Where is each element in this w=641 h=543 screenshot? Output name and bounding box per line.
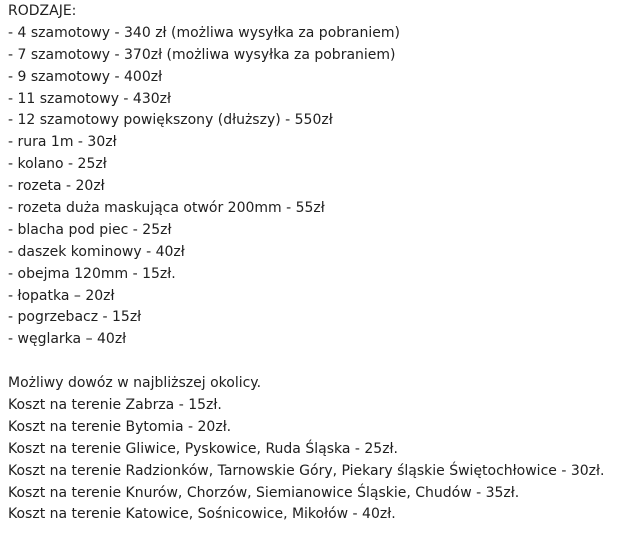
delivery-cost-line: Koszt na terenie Radzionków, Tarnowskie Góry, Piekary śląskie Świętochłowice - 30zł. bbox=[8, 462, 605, 479]
delivery-cost-list bbox=[8, 395, 638, 526]
paragraph-spacer bbox=[8, 351, 638, 373]
list-item: - pogrzebacz - 15zł bbox=[8, 309, 142, 326]
list-item: - węglarka – 40zł bbox=[8, 331, 127, 348]
list-item: - kolano - 25zł bbox=[8, 156, 107, 173]
list-item: - 4 szamotowy - 340 zł (możliwa wysyłka za pobraniem) bbox=[8, 24, 400, 41]
section-heading: RODZAJE: bbox=[8, 3, 77, 19]
list-item: - rozeta - 20zł bbox=[8, 178, 105, 195]
list-item: - 9 szamotowy - 400zł bbox=[8, 68, 163, 85]
list-item: - łopatka – 20zł bbox=[8, 287, 115, 304]
delivery-cost-line: Koszt na terenie Katowice, Sośnicowice, Mikołów - 40zł. bbox=[8, 506, 396, 523]
list-item: - 12 szamotowy powiększony (dłuższy) - 550zł bbox=[8, 112, 333, 129]
product-listing-text bbox=[8, 1, 638, 526]
list-item: - 7 szamotowy - 370zł (możliwa wysyłka za pobraniem) bbox=[8, 46, 396, 63]
product-list bbox=[8, 23, 638, 351]
delivery-cost-line: Koszt na terenie Knurów, Chorzów, Siemianowice Śląskie, Chudów - 35zł. bbox=[8, 484, 520, 501]
delivery-cost-line: Koszt na terenie Bytomia - 20zł. bbox=[8, 418, 232, 435]
list-item: - 11 szamotowy - 430zł bbox=[8, 90, 171, 107]
list-item: - obejma 120mm - 15zł. bbox=[8, 265, 176, 282]
list-item: - rura 1m - 30zł bbox=[8, 134, 117, 151]
delivery-intro: Możliwy dowóz w najbliższej okolicy. bbox=[8, 375, 262, 392]
list-item: - rozeta duża maskująca otwór 200mm - 55zł bbox=[8, 200, 325, 217]
delivery-cost-line: Koszt na terenie Gliwice, Pyskowice, Ruda Śląska - 25zł. bbox=[8, 440, 398, 457]
list-item: - blacha pod piec - 25zł bbox=[8, 221, 172, 238]
list-item: - daszek kominowy - 40zł bbox=[8, 243, 185, 260]
delivery-cost-line: Koszt na terenie Zabrza - 15zł. bbox=[8, 397, 222, 414]
